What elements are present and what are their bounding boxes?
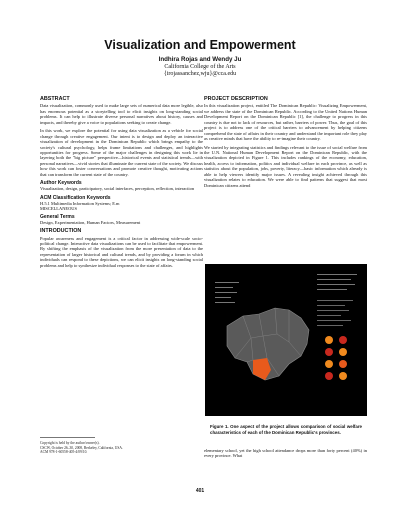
right-column-continuation (204, 448, 367, 462)
panel-line (317, 279, 351, 280)
indicator-dot (339, 348, 347, 356)
author-affiliation-block (0, 64, 400, 78)
legend-line (215, 282, 239, 283)
right-column (204, 96, 367, 191)
copyright-line-1: Copyright is held by the author/owner(s). (40, 441, 100, 445)
panel-line (317, 274, 357, 275)
panel-line (317, 320, 351, 321)
page-number: 401 (195, 488, 205, 494)
legend-line (215, 297, 231, 298)
legend-line (215, 302, 235, 303)
abstract-paragraph-1: Data visualization, commonly used to make large sets of numerical data more legible, also has enormous potential as a storytelling tool to elicit insights on long-standing social problems. It can help to illustrate diverse personal narratives about history, causes and impacts, and thereby give a voice to populations seeking to create change. (40, 103, 203, 125)
panel-line (317, 325, 343, 326)
project-description-heading: PROJECT DESCRIPTION (204, 96, 268, 102)
indicator-dot (325, 360, 333, 368)
author-email: {irojassanchez,wju}@cca.edu (163, 71, 237, 78)
legend-line (215, 287, 233, 288)
panel-line (317, 305, 345, 306)
keywords-text: Visualization, design, participatory, social interfaces, perception, reflection, interaction (40, 186, 195, 192)
footnote-divider (40, 437, 95, 438)
author-names: Indhira Rojas and Wendy Ju (158, 56, 242, 63)
affiliation: California College of the Arts (164, 64, 236, 70)
legend-line (215, 292, 237, 293)
acm-classification-heading: ACM Classification Keywords (40, 194, 111, 201)
acm-classification-line-1: H.5.1 Multimedia Information Systems; E.m (40, 200, 120, 206)
panel-line (317, 289, 347, 290)
left-column (40, 96, 203, 271)
copyright-notice (40, 441, 200, 455)
figure-1-caption: Figure 1. One aspect of the project allows comparison of social welfare characteristics of each of the Dominican Republic's provinces. (210, 424, 362, 435)
project-paragraph-2: We started by integrating statistics and findings relevant to the issue of social welfare from the U.N. National Human Development Report on the Dominican Republic, with the visualization depicted in Figure 1. This includes rankings of the economy, education, health, access to information, politics and individual welfare in each province, as well as statistics about the population, jobs, poverty, literacy—basic information which already is able to help viewers identify major issues. A revealing insight achieved through this visualization relates to education. We were able to find patterns that suggest that most Dominican citizens attend (204, 144, 367, 188)
figure-1-visualization (205, 264, 367, 416)
panel-line (317, 300, 353, 301)
project-paragraph-1: In this visualization project, entitled The Dominican Republic: Visualizing Empowerment, we address the state of the Dominican Republic. According to the United Nations Human Development Report on the Dominican Republic [1], the challenge to progress in this country is due not to lack of resources, but rather, barriers of power. Thus, the goal of this project is to address one of the critical barriers to advancement by helping citizens comprehend the state of affairs in their country and understand the important role they play as creative minds that have the ability to re-imagine their country. (204, 103, 367, 142)
copyright-line-3: ACM 978-1-60558-405-4/09/10. (40, 450, 88, 455)
figure-1-graphic (205, 264, 367, 416)
introduction-heading: INTRODUCTION (40, 228, 82, 235)
indicator-dot (325, 336, 333, 344)
acm-classification-line-2: MISCELLANEOUS (40, 206, 77, 212)
indicator-dot (339, 372, 347, 380)
general-terms-text: Design, Experimentation, Human Factors, Measurement (40, 219, 141, 225)
indicator-dot (325, 348, 333, 356)
indicator-dot (339, 336, 347, 344)
indicator-dot (339, 360, 347, 368)
paper-title: Visualization and Empowerment (104, 38, 296, 52)
panel-line (317, 315, 341, 316)
indicator-dot (325, 372, 333, 380)
abstract-paragraph-2: In this work, we explore the potential for using data visualization as a vehicle for social change through creative engagement. Our intent is to design and deploy an interactive visualization of development in the Dominican Republic which brings empathy to the society's cultural psychology, helps frame limitations and challenges, and highlights opportunities for progress. Some of the major challenges in designing this work lie in layering both the "big picture" perspective—historical events and statistical trends—with personal narratives—vivid stories that illuminate the current state of the society. We discuss how this work can foster conversations and promote creative thought, motivating actions that can transform the current state of the country. (40, 128, 203, 177)
continuation-paragraph: elementary school, yet the high school attendance drops more than forty percent (40%) in every province. What (204, 448, 367, 459)
panel-line (317, 310, 349, 311)
copyright-line-2: CSCW, October 26–30, 2008, Berkeley, California, USA. (40, 445, 123, 450)
panel-line (317, 284, 355, 285)
abstract-heading: ABSTRACT (40, 96, 70, 102)
keywords-heading: Author Keywords (40, 180, 82, 187)
general-terms-heading: General Terms (40, 213, 75, 220)
introduction-paragraph-1: Popular awareness and engagement is a critical factor in addressing wide-scale socio-political change. Interactive data visualizations can be used to facilitate that empowerment. By shifting the emphasis of the visualization from the more presentation of data to the representation of larger historical and cultural trends, and by providing a forum in which individuals can respond to these depictions, we can elicit insights on long-standing social problems and help to synthesize individual responses to the state of affairs. (40, 235, 203, 268)
